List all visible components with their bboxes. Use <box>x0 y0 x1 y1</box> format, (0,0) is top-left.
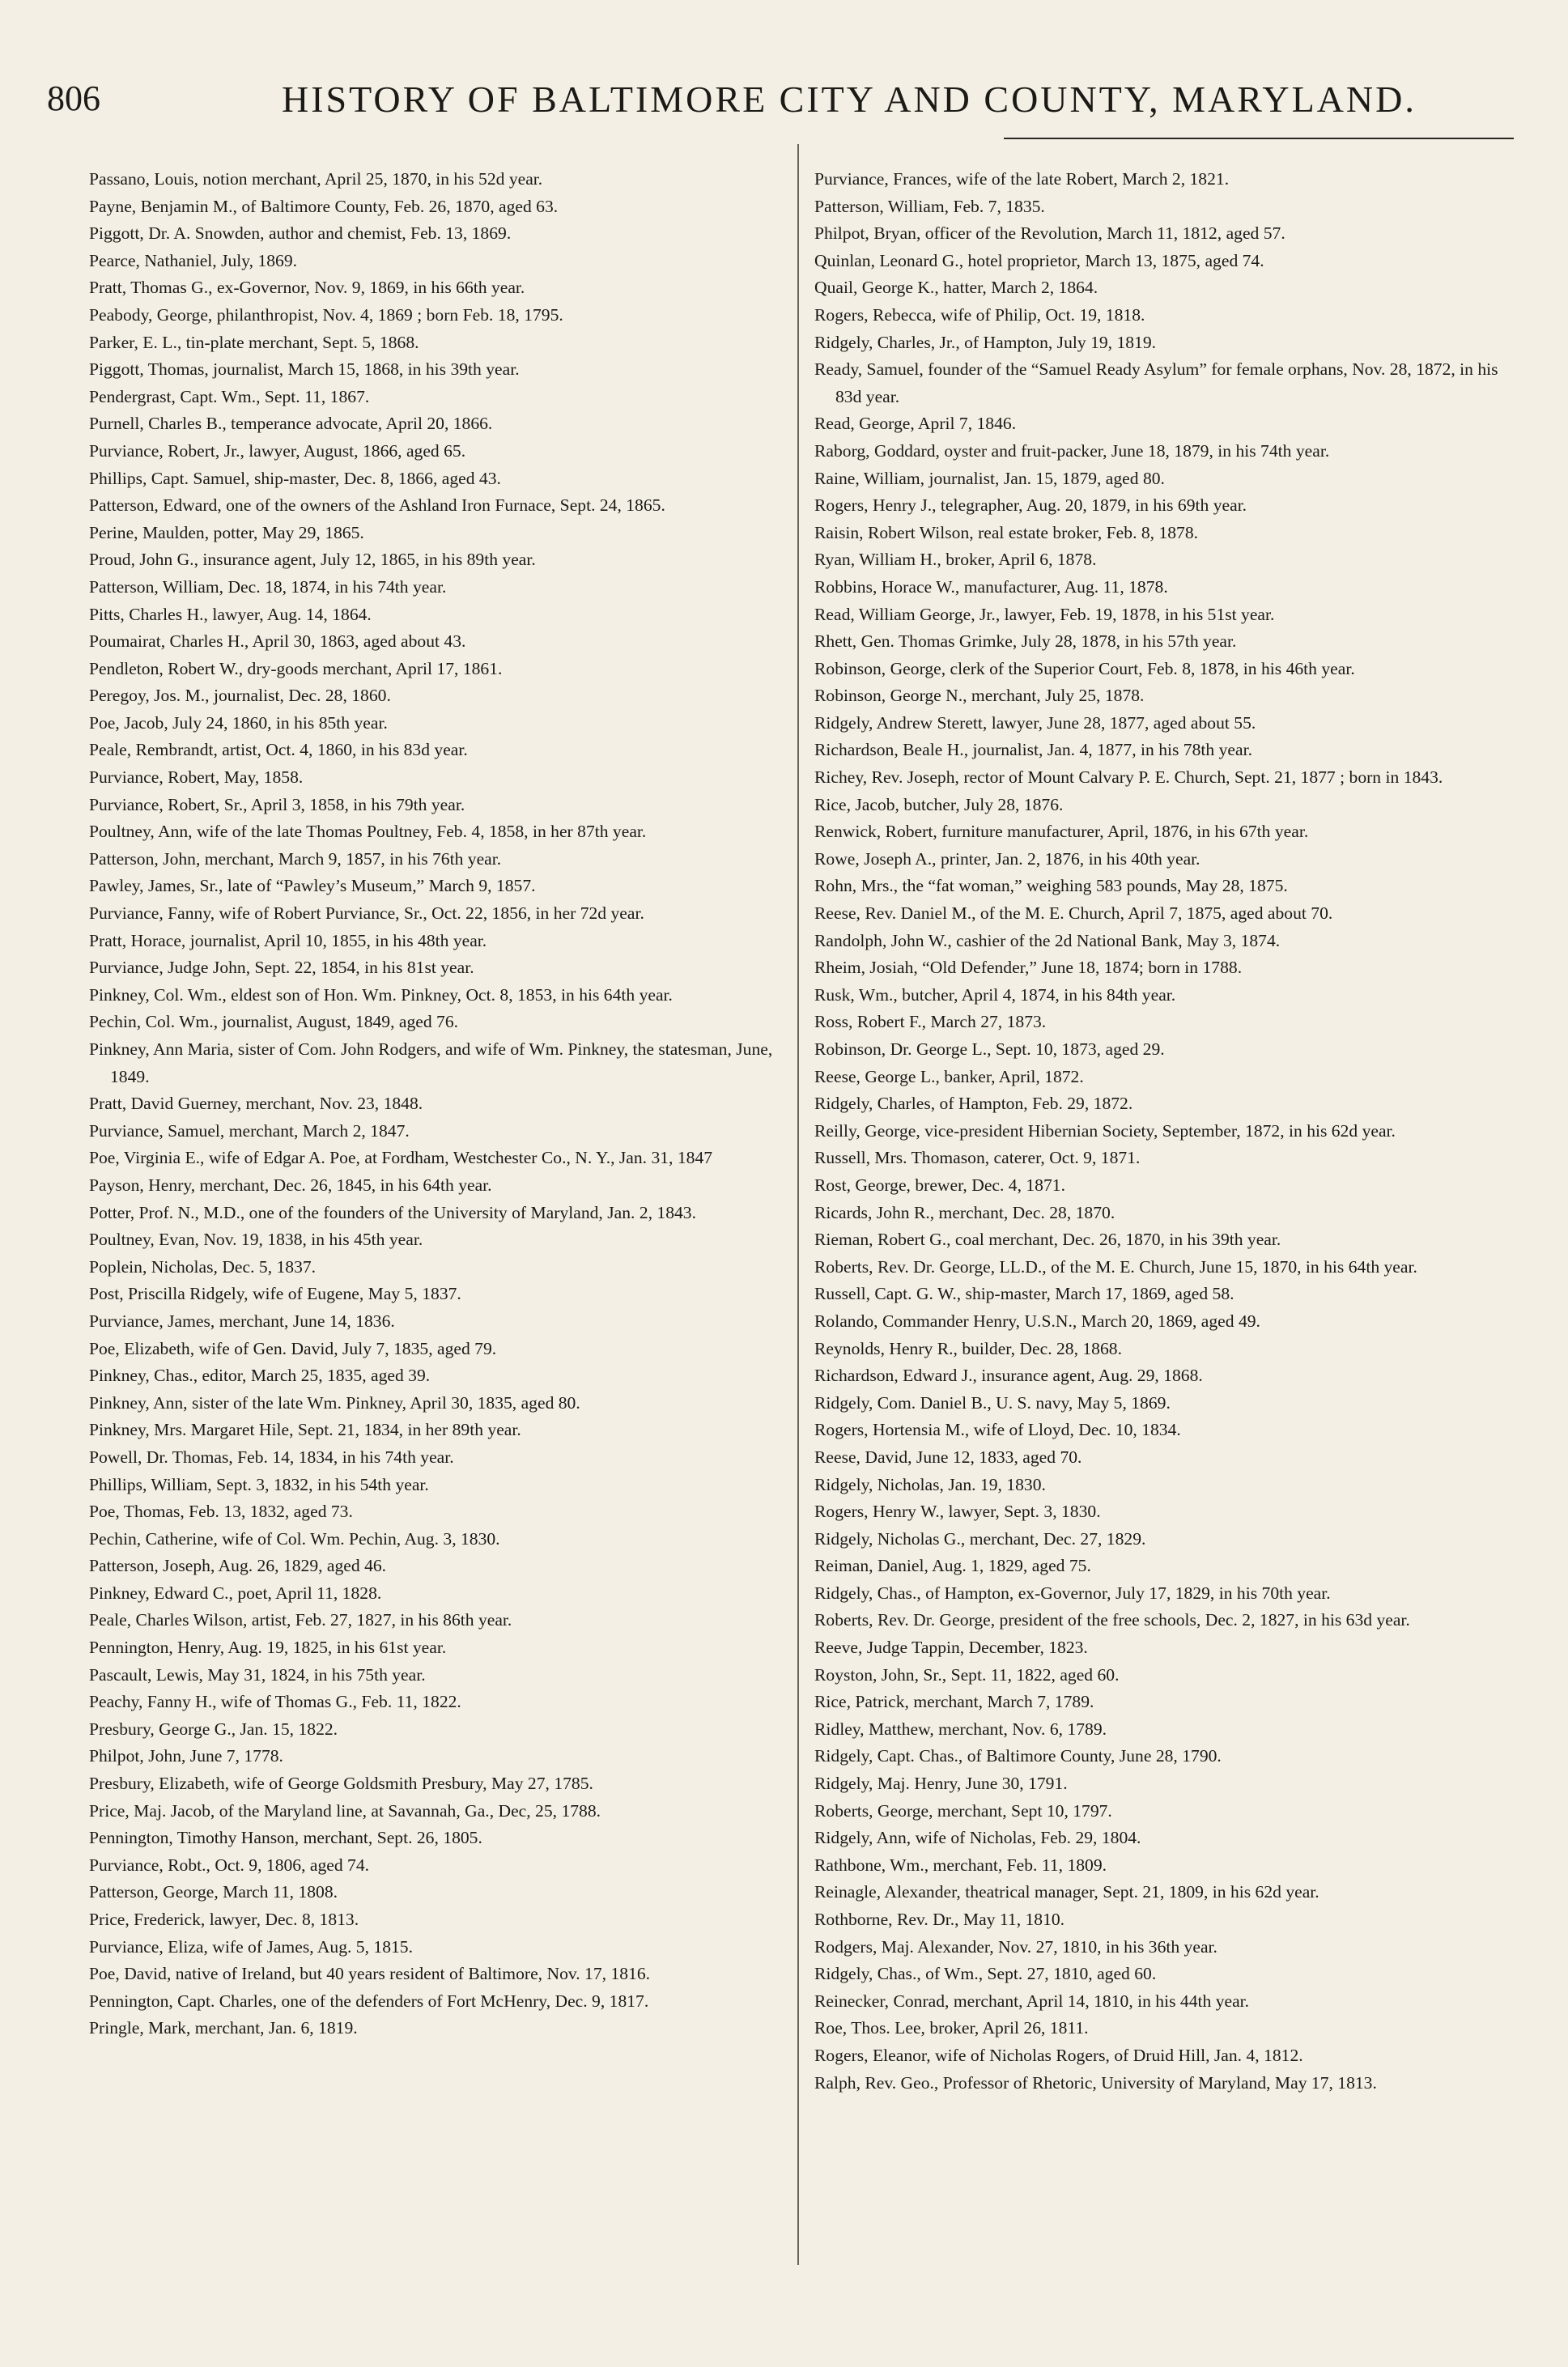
obituary-entry: Poultney, Ann, wife of the late Thomas Poultney, Feb. 4, 1858, in her 87th year. <box>89 822 647 842</box>
obituary-entry: Piggott, Thomas, journalist, March 15, 1868, in his 39th year. <box>89 359 520 380</box>
obituary-entry: Raborg, Goddard, oyster and fruit-packer, June 18, 1879, in his 74th year. <box>814 440 1330 461</box>
obituary-entry: Russell, Capt. G. W., ship-master, March 17, 1869, aged 58. <box>814 1284 1234 1304</box>
obituary-entry: Ridgely, Ann, wife of Nicholas, Feb. 29, 1804. <box>814 1828 1141 1848</box>
obituary-entry: Purviance, Robert, Sr., April 3, 1858, in his 79th year. <box>89 794 465 814</box>
obituary-entry: Reese, David, June 12, 1833, aged 70. <box>814 1447 1082 1467</box>
obituary-entry: Rheim, Josiah, “Old Defender,” June 18, 1874; born in 1788. <box>814 958 1243 978</box>
obituary-entry: Reinecker, Conrad, merchant, April 14, 1810, in his 44th year. <box>814 1991 1250 2011</box>
obituary-entry: Rieman, Robert G., coal merchant, Dec. 26, 1870, in his 39th year. <box>814 1230 1281 1250</box>
obituary-entry: Raisin, Robert Wilson, real estate broker, Feb. 8, 1878. <box>814 522 1199 542</box>
obituary-entry: Ridgely, Com. Daniel B., U. S. navy, May 5, 1869. <box>814 1392 1171 1413</box>
obituary-entry: Richardson, Edward J., insurance agent, Aug. 29, 1868. <box>814 1366 1203 1386</box>
obituary-entry: Ridgely, Andrew Sterett, lawyer, June 28, 1877, aged about 55. <box>814 712 1256 733</box>
obituary-entry: Robbins, Horace W., manufacturer, Aug. 11, 1878. <box>814 576 1168 597</box>
left-column <box>89 166 781 2042</box>
obituary-entry: Richey, Rev. Joseph, rector of Mount Calvary P. E. Church, Sept. 21, 1877 ; born in 1843. <box>814 767 1443 788</box>
obituary-entry: Rogers, Rebecca, wife of Philip, Oct. 19, 1818. <box>814 304 1145 325</box>
obituary-entry: Pratt, Horace, journalist, April 10, 1855, in his 48th year. <box>89 930 487 950</box>
obituary-entry: Robinson, George, clerk of the Superior Court, Feb. 8, 1878, in his 46th year. <box>814 658 1355 678</box>
obituary-entry: Roe, Thos. Lee, broker, April 26, 1811. <box>814 2018 1089 2038</box>
obituary-entry: Reeve, Judge Tappin, December, 1823. <box>814 1638 1088 1658</box>
obituary-entry: Renwick, Robert, furniture manufacturer, April, 1876, in his 67th year. <box>814 822 1309 842</box>
obituary-entry: Patterson, Joseph, Aug. 26, 1829, aged 46. <box>89 1556 387 1576</box>
obituary-entry: Pawley, James, Sr., late of “Pawley’s Museum,” March 9, 1857. <box>89 876 536 896</box>
obituary-entry: Ridley, Matthew, merchant, Nov. 6, 1789. <box>814 1719 1107 1739</box>
obituary-entry: Purviance, Frances, wife of the late Robert, March 2, 1821. <box>814 169 1230 189</box>
obituary-entry: Purviance, Robt., Oct. 9, 1806, aged 74. <box>89 1855 370 1875</box>
obituary-entry: Ridgely, Nicholas G., merchant, Dec. 27, 1829. <box>814 1528 1146 1549</box>
obituary-entry: Purviance, Judge John, Sept. 22, 1854, in his 81st year. <box>89 958 474 978</box>
obituary-entry: Purviance, James, merchant, June 14, 1836. <box>89 1311 395 1331</box>
obituary-entry: Reinagle, Alexander, theatrical manager, Sept. 21, 1809, in his 62d year. <box>814 1882 1319 1902</box>
obituary-entry: Price, Maj. Jacob, of the Maryland line, at Savannah, Ga., Dec, 25, 1788. <box>89 1800 601 1821</box>
obituary-entry: Peregoy, Jos. M., journalist, Dec. 28, 1860. <box>89 686 391 706</box>
obituary-entry: Rolando, Commander Henry, U.S.N., March 20, 1869, aged 49. <box>814 1311 1260 1331</box>
obituary-entry: Payson, Henry, merchant, Dec. 26, 1845, in his 64th year. <box>89 1175 492 1195</box>
obituary-entry: Pinkney, Ann Maria, sister of Com. John Rodgers, and wife of Wm. Pinkney, the statesman, June, 1849. <box>89 1039 773 1086</box>
obituary-entry: Ridgely, Chas., of Wm., Sept. 27, 1810, aged 60. <box>814 1964 1157 1984</box>
obituary-entry: Quinlan, Leonard G., hotel proprietor, March 13, 1875, aged 74. <box>814 250 1264 270</box>
obituary-entry: Purviance, Robert, May, 1858. <box>89 767 304 788</box>
obituary-entry: Rogers, Henry J., telegrapher, Aug. 20, 1879, in his 69th year. <box>814 495 1247 516</box>
obituary-entry: Purviance, Samuel, merchant, March 2, 1847. <box>89 1120 410 1141</box>
obituary-entry: Poe, Thomas, Feb. 13, 1832, aged 73. <box>89 1502 353 1522</box>
obituary-entry: Payne, Benjamin M., of Baltimore County, Feb. 26, 1870, aged 63. <box>89 196 559 216</box>
obituary-entry: Pennington, Henry, Aug. 19, 1825, in his 61st year. <box>89 1638 447 1658</box>
obituary-entry: Ridgely, Charles, of Hampton, Feb. 29, 1872. <box>814 1094 1133 1114</box>
obituary-entry: Read, William George, Jr., lawyer, Feb. 19, 1878, in his 51st year. <box>814 604 1275 624</box>
obituary-entry: Rogers, Hortensia M., wife of Lloyd, Dec. 10, 1834. <box>814 1420 1181 1440</box>
obituary-entry: Reese, George L., banker, April, 1872. <box>814 1066 1084 1086</box>
obituary-entry: Rogers, Henry W., lawyer, Sept. 3, 1830. <box>814 1502 1101 1522</box>
obituary-entry: Pascault, Lewis, May 31, 1824, in his 75th year. <box>89 1664 426 1685</box>
obituary-entry: Ridgely, Capt. Chas., of Baltimore County, June 28, 1790. <box>814 1746 1222 1766</box>
obituary-entry: Peachy, Fanny H., wife of Thomas G., Feb. 11, 1822. <box>89 1692 461 1712</box>
obituary-entry: Rice, Patrick, merchant, March 7, 1789. <box>814 1692 1094 1712</box>
obituary-entry: Pringle, Mark, merchant, Jan. 6, 1819. <box>89 2018 358 2038</box>
page-number: 806 <box>47 79 100 118</box>
obituary-entry: Poe, David, native of Ireland, but 40 years resident of Baltimore, Nov. 17, 1816. <box>89 1964 651 1984</box>
obituary-entry: Reynolds, Henry R., builder, Dec. 28, 1868. <box>814 1338 1122 1358</box>
obituary-entry: Rowe, Joseph A., printer, Jan. 2, 1876, in his 40th year. <box>814 848 1200 869</box>
obituary-entry: Philpot, Bryan, officer of the Revolution, March 11, 1812, aged 57. <box>814 223 1285 244</box>
obituary-entry: Rusk, Wm., butcher, April 4, 1874, in his 84th year. <box>814 984 1176 1005</box>
obituary-entry: Pechin, Catherine, wife of Col. Wm. Pechin, Aug. 3, 1830. <box>89 1528 500 1549</box>
obituary-entry: Patterson, William, Dec. 18, 1874, in his 74th year. <box>89 576 447 597</box>
obituary-entry: Pitts, Charles H., lawyer, Aug. 14, 1864. <box>89 604 372 624</box>
obituary-entry: Presbury, George G., Jan. 15, 1822. <box>89 1719 338 1739</box>
obituary-entry: Roberts, Rev. Dr. George, LL.D., of the M. E. Church, June 15, 1870, in his 64th year. <box>814 1256 1417 1277</box>
obituary-entry: Pennington, Capt. Charles, one of the defenders of Fort McHenry, Dec. 9, 1817. <box>89 1991 649 2011</box>
obituary-entry: Ricards, John R., merchant, Dec. 28, 1870. <box>814 1202 1115 1222</box>
obituary-entry: Passano, Louis, notion merchant, April 25, 1870, in his 52d year. <box>89 169 543 189</box>
obituary-entry: Pendergrast, Capt. Wm., Sept. 11, 1867. <box>89 386 370 406</box>
obituary-entry: Ralph, Rev. Geo., Professor of Rhetoric, University of Maryland, May 17, 1813. <box>814 2072 1377 2093</box>
obituary-entry: Roberts, George, merchant, Sept 10, 1797. <box>814 1800 1112 1821</box>
obituary-entry: Patterson, George, March 11, 1808. <box>89 1882 338 1902</box>
obituary-entry: Purnell, Charles B., temperance advocate, April 20, 1866. <box>89 414 493 434</box>
obituary-entry: Pinkney, Chas., editor, March 25, 1835, aged 39. <box>89 1366 431 1386</box>
obituary-entry: Pinkney, Edward C., poet, April 11, 1828. <box>89 1583 382 1603</box>
obituary-entry: Poplein, Nicholas, Dec. 5, 1837. <box>89 1256 317 1277</box>
obituary-entry: Ridgely, Maj. Henry, June 30, 1791. <box>814 1774 1068 1794</box>
obituary-entry: Rodgers, Maj. Alexander, Nov. 27, 1810, in his 36th year. <box>814 1936 1217 1957</box>
obituary-entry: Richardson, Beale H., journalist, Jan. 4, 1877, in his 78th year. <box>814 740 1252 760</box>
obituary-entry: Robinson, Dr. George L., Sept. 10, 1873, aged 29. <box>814 1039 1165 1059</box>
obituary-entry: Reiman, Daniel, Aug. 1, 1829, aged 75. <box>814 1556 1091 1576</box>
obituary-entry: Rost, George, brewer, Dec. 4, 1871. <box>814 1175 1065 1195</box>
obituary-entry: Peale, Charles Wilson, artist, Feb. 27, 1827, in his 86th year. <box>89 1610 512 1630</box>
obituary-entry: Poumairat, Charles H., April 30, 1863, aged about 43. <box>89 631 466 652</box>
obituary-entry: Reese, Rev. Daniel M., of the M. E. Church, April 7, 1875, aged about 70. <box>814 903 1333 924</box>
header-rule <box>1004 138 1514 139</box>
obituary-entry: Poe, Virginia E., wife of Edgar A. Poe, at Fordham, Westchester Co., N. Y., Jan. 31, 1847 <box>89 1148 713 1168</box>
obituary-entry: Pennington, Timothy Hanson, merchant, Sept. 26, 1805. <box>89 1828 482 1848</box>
obituary-entry: Parker, E. L., tin-plate merchant, Sept. 5, 1868. <box>89 332 419 352</box>
obituary-entry: Ross, Robert F., March 27, 1873. <box>814 1012 1047 1032</box>
obituary-entry: Roberts, Rev. Dr. George, president of the free schools, Dec. 2, 1827, in his 63d year. <box>814 1610 1410 1630</box>
column-divider <box>797 144 799 2265</box>
obituary-entry: Pinkney, Col. Wm., eldest son of Hon. Wm. Pinkney, Oct. 8, 1853, in his 64th year. <box>89 984 673 1005</box>
obituary-entry: Pratt, Thomas G., ex-Governor, Nov. 9, 1869, in his 66th year. <box>89 278 525 298</box>
obituary-entry: Perine, Maulden, potter, May 29, 1865. <box>89 522 364 542</box>
obituary-entry: Rohn, Mrs., the “fat woman,” weighing 583 pounds, May 28, 1875. <box>814 876 1288 896</box>
obituary-entry: Pearce, Nathaniel, July, 1869. <box>89 250 298 270</box>
obituary-entry: Reilly, George, vice-president Hibernian Society, September, 1872, in his 62d year. <box>814 1120 1396 1141</box>
obituary-entry: Poultney, Evan, Nov. 19, 1838, in his 45th year. <box>89 1230 423 1250</box>
obituary-entry: Proud, John G., insurance agent, July 12, 1865, in his 89th year. <box>89 550 536 570</box>
obituary-entry: Poe, Jacob, July 24, 1860, in his 85th year. <box>89 712 388 733</box>
obituary-entry: Ryan, William H., broker, April 6, 1878. <box>814 550 1097 570</box>
obituary-entry: Purviance, Robert, Jr., lawyer, August, 1866, aged 65. <box>89 440 466 461</box>
obituary-entry: Price, Frederick, lawyer, Dec. 8, 1813. <box>89 1910 359 1929</box>
obituary-entry: Powell, Dr. Thomas, Feb. 14, 1834, in his 74th year. <box>89 1447 454 1467</box>
obituary-entry: Pinkney, Ann, sister of the late Wm. Pinkney, April 30, 1835, aged 80. <box>89 1392 580 1413</box>
obituary-entry: Ridgely, Chas., of Hampton, ex-Governor, July 17, 1829, in his 70th year. <box>814 1583 1331 1603</box>
obituary-entry: Presbury, Elizabeth, wife of George Goldsmith Presbury, May 27, 1785. <box>89 1774 593 1794</box>
obituary-entry: Pratt, David Guerney, merchant, Nov. 23, 1848. <box>89 1094 423 1114</box>
obituary-entry: Potter, Prof. N., M.D., one of the founders of the University of Maryland, Jan. 2, 1843. <box>89 1202 696 1222</box>
obituary-entry: Royston, John, Sr., Sept. 11, 1822, aged 60. <box>814 1664 1120 1685</box>
obituary-entry: Phillips, Capt. Samuel, ship-master, Dec. 8, 1866, aged 43. <box>89 468 501 488</box>
obituary-entry: Robinson, George N., merchant, July 25, 1878. <box>814 686 1145 706</box>
obituary-entry: Peabody, George, philanthropist, Nov. 4, 1869 ; born Feb. 18, 1795. <box>89 304 563 325</box>
obituary-entry: Purviance, Eliza, wife of James, Aug. 5, 1815. <box>89 1936 413 1957</box>
obituary-entry: Phillips, William, Sept. 3, 1832, in his 54th year. <box>89 1474 429 1494</box>
obituary-entry: Randolph, John W., cashier of the 2d National Bank, May 3, 1874. <box>814 930 1281 950</box>
obituary-entry: Post, Priscilla Ridgely, wife of Eugene, May 5, 1837. <box>89 1284 461 1304</box>
obituary-entry: Raine, William, journalist, Jan. 15, 1879, aged 80. <box>814 468 1165 488</box>
obituary-entry: Rhett, Gen. Thomas Grimke, July 28, 1878, in his 57th year. <box>814 631 1237 652</box>
right-column <box>814 166 1511 2097</box>
running-title: HISTORY OF BALTIMORE CITY AND COUNTY, MARYLAND. <box>282 79 1417 120</box>
obituary-entry: Rogers, Eleanor, wife of Nicholas Rogers, of Druid Hill, Jan. 4, 1812. <box>814 2045 1303 2065</box>
obituary-entry: Ridgely, Charles, Jr., of Hampton, July 19, 1819. <box>814 332 1157 352</box>
obituary-entry: Russell, Mrs. Thomason, caterer, Oct. 9, 1871. <box>814 1148 1141 1168</box>
obituary-entry: Quail, George K., hatter, March 2, 1864. <box>814 278 1098 298</box>
obituary-entry: Patterson, Edward, one of the owners of the Ashland Iron Furnace, Sept. 24, 1865. <box>89 495 665 516</box>
obituary-entry: Piggott, Dr. A. Snowden, author and chemist, Feb. 13, 1869. <box>89 223 512 244</box>
obituary-entry: Purviance, Fanny, wife of Robert Purviance, Sr., Oct. 22, 1856, in her 72d year. <box>89 903 644 924</box>
obituary-entry: Rice, Jacob, butcher, July 28, 1876. <box>814 794 1064 814</box>
obituary-entry: Peale, Rembrandt, artist, Oct. 4, 1860, in his 83d year. <box>89 740 468 760</box>
obituary-entry: Pechin, Col. Wm., journalist, August, 1849, aged 76. <box>89 1012 459 1032</box>
obituary-entry: Patterson, William, Feb. 7, 1835. <box>814 196 1045 216</box>
obituary-entry: Ridgely, Nicholas, Jan. 19, 1830. <box>814 1474 1046 1494</box>
obituary-entry: Philpot, John, June 7, 1778. <box>89 1746 283 1766</box>
obituary-entry: Read, George, April 7, 1846. <box>814 414 1017 434</box>
obituary-entry: Pendleton, Robert W., dry-goods merchant, April 17, 1861. <box>89 658 503 678</box>
page-header <box>47 78 1512 130</box>
obituary-entry: Rathbone, Wm., merchant, Feb. 11, 1809. <box>814 1855 1107 1875</box>
obituary-entry: Ready, Samuel, founder of the “Samuel Ready Asylum” for female orphans, Nov. 28, 1872, in his 83d year. <box>814 359 1498 406</box>
obituary-entry: Poe, Elizabeth, wife of Gen. David, July 7, 1835, aged 79. <box>89 1338 497 1358</box>
obituary-entry: Rothborne, Rev. Dr., May 11, 1810. <box>814 1910 1065 1929</box>
obituary-entry: Patterson, John, merchant, March 9, 1857, in his 76th year. <box>89 848 502 869</box>
obituary-entry: Pinkney, Mrs. Margaret Hile, Sept. 21, 1834, in her 89th year. <box>89 1420 521 1440</box>
